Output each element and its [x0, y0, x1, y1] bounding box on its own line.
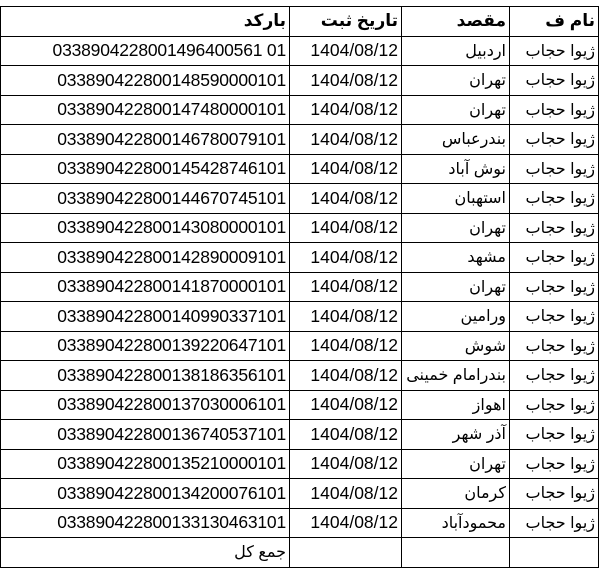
table-row — [1, 125, 599, 155]
row-name-cell: ژیوا حجاب — [510, 361, 599, 391]
row-destination-cell: تهران — [402, 213, 510, 243]
table-row — [1, 154, 599, 184]
row-name-cell: ژیوا حجاب — [510, 36, 599, 66]
row-barcode-cell: 033890422800138186356101 — [1, 361, 290, 391]
row-date-cell: 1404/08/12 — [290, 154, 402, 184]
row-name-cell: ژیوا حجاب — [510, 508, 599, 538]
table-row — [1, 243, 599, 273]
row-date-cell: 1404/08/12 — [290, 95, 402, 125]
row-date-cell: 1404/08/12 — [290, 213, 402, 243]
row-barcode-cell: 033890422800144670745101 — [1, 184, 290, 214]
total-row — [1, 538, 599, 568]
row-name-cell: ژیوا حجاب — [510, 184, 599, 214]
row-destination-cell: آذر شهر — [402, 420, 510, 450]
row-name-cell: ژیوا حجاب — [510, 302, 599, 332]
row-name-cell: ژیوا حجاب — [510, 272, 599, 302]
row-name-cell: ژیوا حجاب — [510, 95, 599, 125]
header-name: نام ف — [510, 7, 599, 37]
row-date-cell: 1404/08/12 — [290, 508, 402, 538]
row-barcode-cell: 033890422800146780079101 — [1, 125, 290, 155]
row-name-cell: ژیوا حجاب — [510, 390, 599, 420]
row-date-cell: 1404/08/12 — [290, 125, 402, 155]
table-row — [1, 479, 599, 509]
row-name-cell: ژیوا حجاب — [510, 420, 599, 450]
table-row — [1, 95, 599, 125]
row-barcode-cell: 033890422800135210000101 — [1, 449, 290, 479]
row-name-cell: ژیوا حجاب — [510, 479, 599, 509]
total-label: جمع کل — [1, 538, 290, 568]
total-empty-name — [510, 538, 599, 568]
row-barcode-cell: 033890422800140990337101 — [1, 302, 290, 332]
row-destination-cell: کرمان — [402, 479, 510, 509]
header-row — [1, 7, 599, 37]
total-empty-date — [290, 538, 402, 568]
row-destination-cell: محمودآباد — [402, 508, 510, 538]
row-barcode-cell: 033890422800133130463101 — [1, 508, 290, 538]
total-empty-destination — [402, 538, 510, 568]
header-destination: مقصد — [402, 7, 510, 37]
row-barcode-cell: 033890422800143080000101 — [1, 213, 290, 243]
row-barcode-cell: 033890422800136740537101 — [1, 420, 290, 450]
table-row — [1, 361, 599, 391]
row-date-cell: 1404/08/12 — [290, 243, 402, 273]
row-destination-cell: اردبیل — [402, 36, 510, 66]
row-date-cell: 1404/08/12 — [290, 66, 402, 96]
table-row — [1, 36, 599, 66]
row-date-cell: 1404/08/12 — [290, 449, 402, 479]
table-row — [1, 213, 599, 243]
row-destination-cell: ورامین — [402, 302, 510, 332]
row-destination-cell: بندرامام خمینی — [402, 361, 510, 391]
row-barcode-cell: 033890422800141870000101 — [1, 272, 290, 302]
row-name-cell: ژیوا حجاب — [510, 66, 599, 96]
row-name-cell: ژیوا حجاب — [510, 154, 599, 184]
table-row — [1, 449, 599, 479]
row-destination-cell: نوش آباد — [402, 154, 510, 184]
row-destination-cell: اهواز — [402, 390, 510, 420]
table-row — [1, 331, 599, 361]
row-name-cell: ژیوا حجاب — [510, 449, 599, 479]
table-row — [1, 272, 599, 302]
row-date-cell: 1404/08/12 — [290, 420, 402, 450]
row-destination-cell: تهران — [402, 449, 510, 479]
row-date-cell: 1404/08/12 — [290, 302, 402, 332]
row-barcode-cell: 033890422800134200076101 — [1, 479, 290, 509]
row-destination-cell: تهران — [402, 66, 510, 96]
header-barcode: بارکد — [1, 7, 290, 37]
shipments-table — [0, 6, 599, 568]
row-date-cell: 1404/08/12 — [290, 479, 402, 509]
row-destination-cell: شوش — [402, 331, 510, 361]
row-barcode-cell: 033890422800147480000101 — [1, 95, 290, 125]
table-row — [1, 66, 599, 96]
table-row — [1, 390, 599, 420]
row-date-cell: 1404/08/12 — [290, 361, 402, 391]
row-date-cell: 1404/08/12 — [290, 272, 402, 302]
row-name-cell: ژیوا حجاب — [510, 331, 599, 361]
row-date-cell: 1404/08/12 — [290, 36, 402, 66]
row-destination-cell: بندرعباس — [402, 125, 510, 155]
row-destination-cell: تهران — [402, 272, 510, 302]
row-barcode-cell: 033890422800145428746101 — [1, 154, 290, 184]
row-name-cell: ژیوا حجاب — [510, 125, 599, 155]
row-date-cell: 1404/08/12 — [290, 390, 402, 420]
header-date: تاریخ ثبت — [290, 7, 402, 37]
row-barcode-cell: 033890422800148590000101 — [1, 66, 290, 96]
row-name-cell: ژیوا حجاب — [510, 243, 599, 273]
table-body — [1, 36, 599, 538]
row-destination-cell: استهبان — [402, 184, 510, 214]
row-destination-cell: تهران — [402, 95, 510, 125]
table-row — [1, 420, 599, 450]
table-row — [1, 302, 599, 332]
row-barcode-cell: 033890422800142890009101 — [1, 243, 290, 273]
row-barcode-cell: 0338904228001496400561 01 — [1, 36, 290, 66]
row-date-cell: 1404/08/12 — [290, 184, 402, 214]
table-row — [1, 508, 599, 538]
row-date-cell: 1404/08/12 — [290, 331, 402, 361]
row-barcode-cell: 033890422800139220647101 — [1, 331, 290, 361]
row-barcode-cell: 033890422800137030006101 — [1, 390, 290, 420]
row-destination-cell: مشهد — [402, 243, 510, 273]
row-name-cell: ژیوا حجاب — [510, 213, 599, 243]
table-row — [1, 184, 599, 214]
